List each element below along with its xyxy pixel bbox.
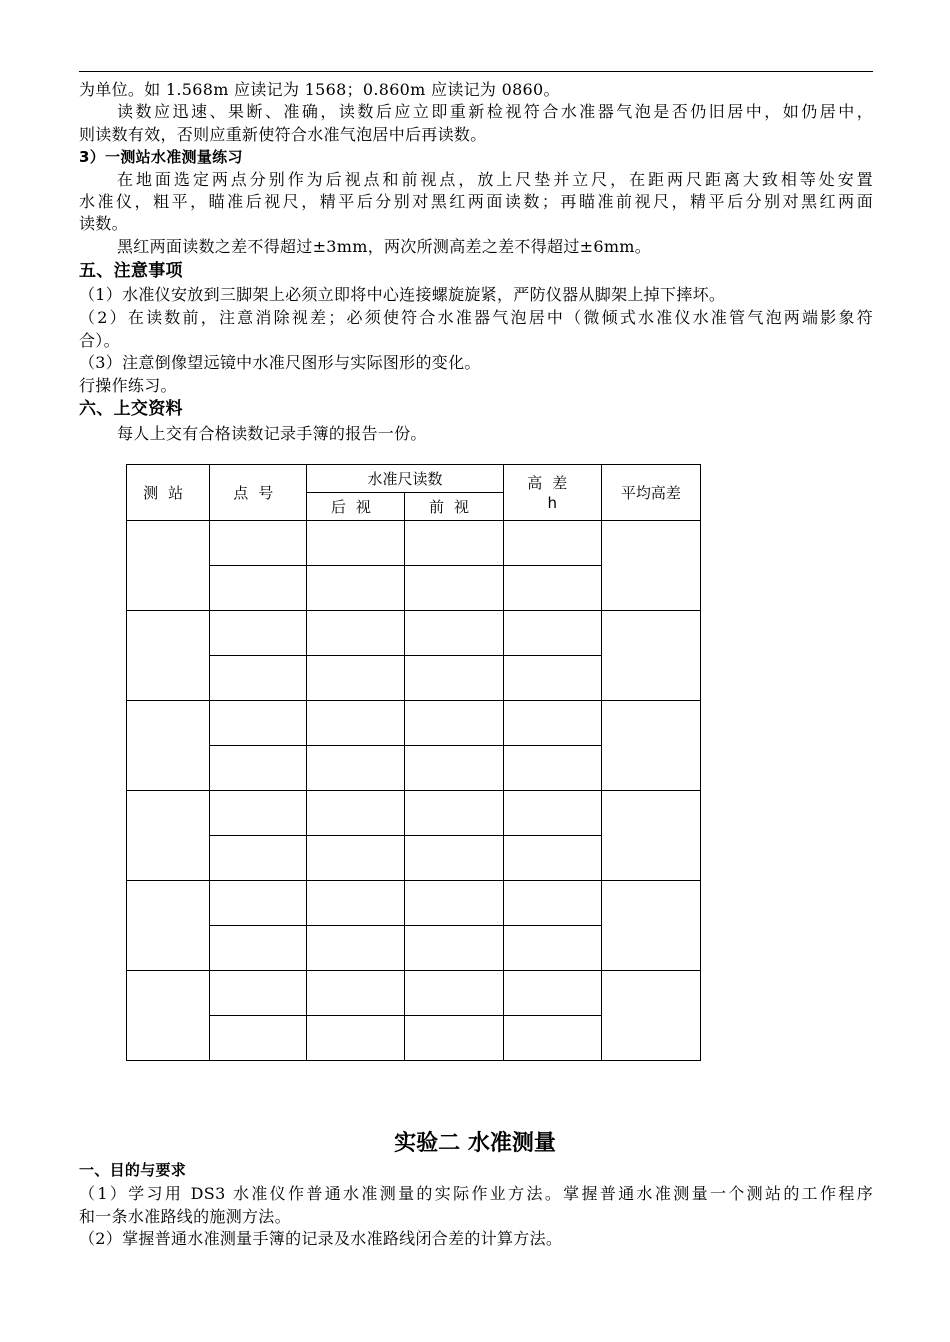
- table-cell: [210, 611, 307, 656]
- table-row: [127, 611, 701, 656]
- section-heading: 一、目的与要求: [79, 1161, 187, 1179]
- header-station: 测站: [127, 465, 210, 521]
- table-cell: [307, 746, 405, 791]
- table-row: [127, 791, 701, 836]
- paragraph-line: 行操作练习。: [79, 376, 177, 395]
- table-cell: [405, 971, 503, 1016]
- table-cell: [405, 656, 503, 701]
- section-heading: 五、注意事项: [79, 261, 183, 281]
- table-row: [127, 971, 701, 1016]
- list-item: （1）水准仪安放到三脚架上必须立即将中心连接螺旋旋紧，严防仪器从脚架上掉下摔坏。: [79, 285, 726, 304]
- paragraph-line: 则读数有效，否则应重新使符合水准气泡居中后再读数。: [79, 125, 487, 144]
- table-cell: [307, 971, 405, 1016]
- table-cell: [601, 701, 700, 791]
- list-item: （2）在读数前，注意消除视差；必须使符合水准器气泡居中（微倾式水准仪水准管气泡两端影象符: [79, 308, 873, 327]
- list-item: （2）掌握普通水准测量手簿的记录及水准路线闭合差的计算方法。: [79, 1229, 563, 1248]
- table-cell: [307, 701, 405, 746]
- table-cell: [503, 791, 601, 836]
- table-cell: [210, 656, 307, 701]
- table-cell: [503, 656, 601, 701]
- table-cell: [503, 1016, 601, 1061]
- table-cell: [127, 701, 210, 791]
- paragraph-line: 读数应迅速、果断、准确，读数后应立即重新检视符合水准器气泡是否仍旧居中，如仍居中，: [117, 102, 873, 121]
- table-cell: [307, 521, 405, 566]
- subsection-heading: 3）一测站水准测量练习: [79, 148, 243, 166]
- table-cell: [405, 701, 503, 746]
- list-item: （3）注意倒像望远镜中水准尺图形与实际图形的变化。: [79, 353, 481, 372]
- table-cell: [601, 521, 700, 611]
- table-cell: [210, 836, 307, 881]
- table-cell: [405, 566, 503, 611]
- table-cell: [503, 521, 601, 566]
- table-cell: [210, 1016, 307, 1061]
- table-cell: [210, 701, 307, 746]
- table-cell: [503, 926, 601, 971]
- paragraph-line: 在地面选定两点分别作为后视点和前视点，放上尺垫并立尺，在距两尺距离大致相等处安置: [117, 170, 873, 189]
- table-cell: [127, 611, 210, 701]
- header-rule: [79, 71, 873, 72]
- header-average: 平均高差: [601, 465, 700, 521]
- table-cell: [210, 881, 307, 926]
- table-cell: [503, 611, 601, 656]
- table-cell: [503, 701, 601, 746]
- table-cell: [127, 791, 210, 881]
- table-cell: [307, 566, 405, 611]
- table-cell: [307, 881, 405, 926]
- table-cell: [210, 971, 307, 1016]
- header-point: 点号: [210, 465, 307, 521]
- page-title: 实验二 水准测量: [394, 1131, 556, 1156]
- table-cell: [405, 1016, 503, 1061]
- table-cell: [503, 746, 601, 791]
- list-item: （1）学习用 DS3 水准仪作普通水准测量的实际作业方法。掌握普通水准测量一个测站的工作程序: [79, 1184, 873, 1203]
- header-backsight: 后视: [307, 493, 405, 521]
- table-cell: [405, 611, 503, 656]
- table-cell: [405, 926, 503, 971]
- paragraph-line: 为单位。如 1.568m 应读记为 1568；0.860m 应读记为 0860。: [79, 80, 560, 99]
- table-cell: [601, 791, 700, 881]
- paragraph-line: 水准仪，粗平，瞄准后视尺，精平后分别对黑红两面读数；再瞄准前视尺，精平后分别对黑红两面: [79, 192, 873, 211]
- paragraph-line: 黑红两面读数之差不得超过±3mm，两次所测高差之差不得超过±6mm。: [117, 237, 652, 256]
- table-cell: [405, 881, 503, 926]
- table-cell: [307, 926, 405, 971]
- paragraph-line: 和一条水准路线的施测方法。: [79, 1207, 291, 1226]
- table-cell: [405, 836, 503, 881]
- table-cell: [405, 746, 503, 791]
- paragraph-line: 每人上交有合格读数记录手簿的报告一份。: [117, 424, 427, 443]
- section-heading: 六、上交资料: [79, 399, 183, 419]
- paragraph-line: 合）。: [79, 331, 120, 350]
- table-cell: [307, 791, 405, 836]
- table-cell: [503, 566, 601, 611]
- table-cell: [210, 791, 307, 836]
- table-cell: [210, 746, 307, 791]
- paragraph-line: 读数。: [79, 214, 128, 233]
- header-height-diff: 高差 h: [503, 465, 601, 521]
- table-cell: [405, 791, 503, 836]
- table-cell: [601, 971, 700, 1061]
- header-foresight: 前视: [405, 493, 503, 521]
- table-cell: [210, 566, 307, 611]
- table-cell: [127, 521, 210, 611]
- table-cell: [405, 521, 503, 566]
- table-row: [127, 521, 701, 566]
- table-cell: [210, 926, 307, 971]
- table-row: [127, 701, 701, 746]
- leveling-record-table: [126, 464, 701, 1061]
- table-cell: [210, 521, 307, 566]
- table-cell: [307, 1016, 405, 1061]
- table-cell: [601, 881, 700, 971]
- table-cell: [503, 881, 601, 926]
- table-row: [127, 881, 701, 926]
- table-cell: [307, 611, 405, 656]
- table-cell: [503, 836, 601, 881]
- table-cell: [503, 971, 601, 1016]
- table-cell: [307, 836, 405, 881]
- table-cell: [127, 971, 210, 1061]
- table-cell: [601, 611, 700, 701]
- header-reading: 水准尺读数: [307, 465, 503, 493]
- table-cell: [127, 881, 210, 971]
- table-cell: [307, 656, 405, 701]
